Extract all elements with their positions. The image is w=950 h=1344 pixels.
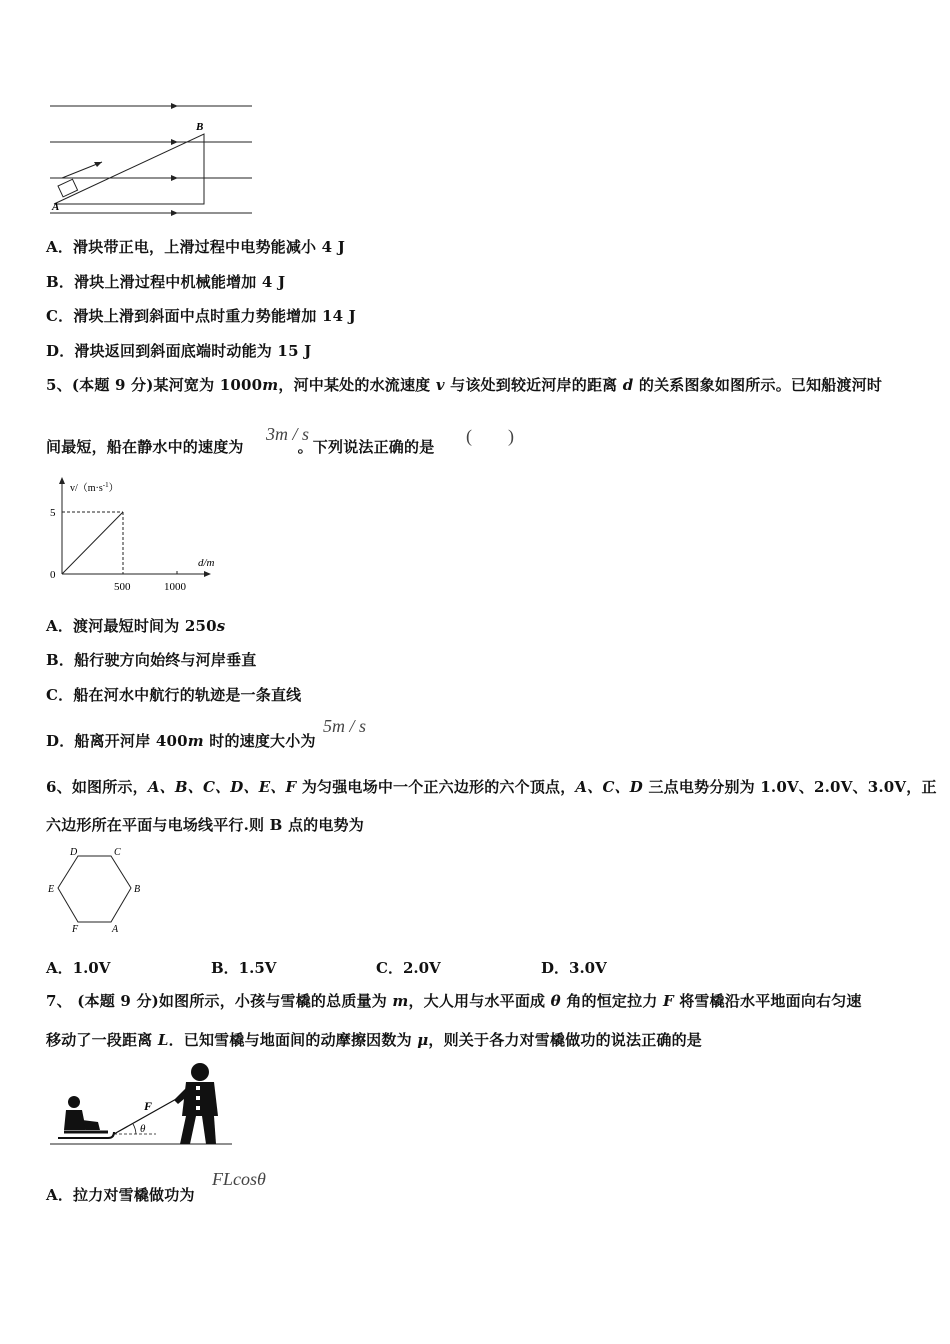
q5-speed-formula: 3m / s — [266, 424, 310, 444]
vertex-f-label: F — [72, 924, 79, 935]
q6-option-c: C．2.0V — [376, 959, 441, 977]
x-axis-arrow — [204, 571, 211, 577]
q5-velocity-graph — [46, 476, 236, 598]
arrow-head — [171, 175, 178, 181]
q7-option-a-formula: FLcosθ — [212, 1169, 266, 1189]
point-a-label: A — [52, 201, 60, 213]
arrow-head — [171, 139, 178, 145]
q6-options — [46, 957, 746, 977]
vertex-e-label: E — [48, 884, 55, 895]
q4-option-b: B．滑块上滑过程中机械能增加 4 J — [46, 273, 286, 291]
q6-stem-line1: 6、如图所示，A、B、C、D、E、F 为匀强电场中一个正六边形的六个顶点，A、C、D 三点电势分别为 1.0V、2.0V、3.0V，正 — [46, 778, 937, 796]
q4-option-a: A．滑块带正电，上滑过程中电势能减小 4 J — [46, 238, 346, 256]
y-axis-arrow — [59, 477, 65, 484]
x-tick-500: 500 — [114, 581, 131, 593]
q7-stem-line2: 移动了一段距离 L．已知雪橇与地面间的动摩擦因数为 μ，则关于各力对雪橇做功的说法正确的是 — [46, 1031, 702, 1049]
arrow-head — [171, 103, 178, 109]
q6-option-d: D．3.0V — [541, 959, 607, 977]
y-axis-label: $v/(m\cdot s^{-1})$ — [70, 481, 119, 494]
q5-option-d-formula: 5m / s — [323, 716, 367, 736]
angle-arc — [133, 1124, 136, 1134]
q5-option-d: D．船离开河岸 400m 时的速度大小为 — [46, 732, 316, 750]
q5-option-c: C．船在河水中航行的轨迹是一条直线 — [46, 686, 302, 704]
q6-option-b: B．1.5V — [211, 959, 277, 977]
vertex-b-label: B — [134, 884, 141, 895]
angle-label: θ — [140, 1123, 146, 1135]
point-b-label: B — [196, 121, 204, 133]
adult-figure — [174, 1063, 218, 1144]
child-figure — [64, 1096, 100, 1130]
arrow-head — [171, 210, 178, 216]
vertex-a-label: A — [112, 924, 119, 935]
q6-stem-line2: 六边形所在平面与电场线平行.则 B 点的电势为 — [46, 816, 364, 834]
q6-hexagon-figure — [46, 844, 156, 938]
velocity-line — [62, 512, 123, 574]
q4-option-d: D．滑块返回到斜面底端时动能为 15 J — [46, 342, 312, 360]
q6-option-a: A．1.0V — [46, 959, 111, 977]
q5-option-a: A．渡河最短时间为 250s — [46, 617, 226, 635]
q5-stem-line2: 间最短，船在静水中的速度为 。下列说法正确的是 — [46, 438, 435, 456]
origin-label: 0 — [50, 569, 56, 581]
q5-option-b: B．船行驶方向始终与河岸垂直 — [46, 651, 257, 669]
q7-sled-figure — [46, 1058, 236, 1154]
vertex-c-label: C — [114, 847, 121, 858]
hexagon — [58, 856, 131, 922]
q4-incline-figure — [46, 98, 256, 220]
vertex-d-label: D — [70, 847, 78, 858]
q7-option-a: A．拉力对雪橇做功为 — [46, 1186, 195, 1204]
y-tick-5: 5 — [50, 507, 56, 519]
q7-stem-line1: 7、 (本题 9 分)如图所示，小孩与雪橇的总质量为 m，大人用与水平面成 θ 角的恒定拉力 F 将雪橇沿水平地面向右匀速 — [46, 992, 862, 1010]
x-tick-1000-label: 1000 — [164, 581, 186, 593]
q5-stem-line1: 5、(本题 9 分)某河宽为 1000m，河中某处的水流速度 v 与该处到较近河岸的距离 d 的关系图象如图所示。已知船渡河时 — [46, 376, 883, 394]
sled — [58, 1132, 114, 1138]
q4-option-c: C．滑块上滑到斜面中点时重力势能增加 14 J — [46, 307, 356, 325]
force-label: F — [144, 1099, 153, 1113]
q5-answer-blank: ( ) — [466, 426, 514, 446]
incline-triangle — [54, 134, 204, 204]
x-axis-label: d/m — [198, 557, 215, 569]
